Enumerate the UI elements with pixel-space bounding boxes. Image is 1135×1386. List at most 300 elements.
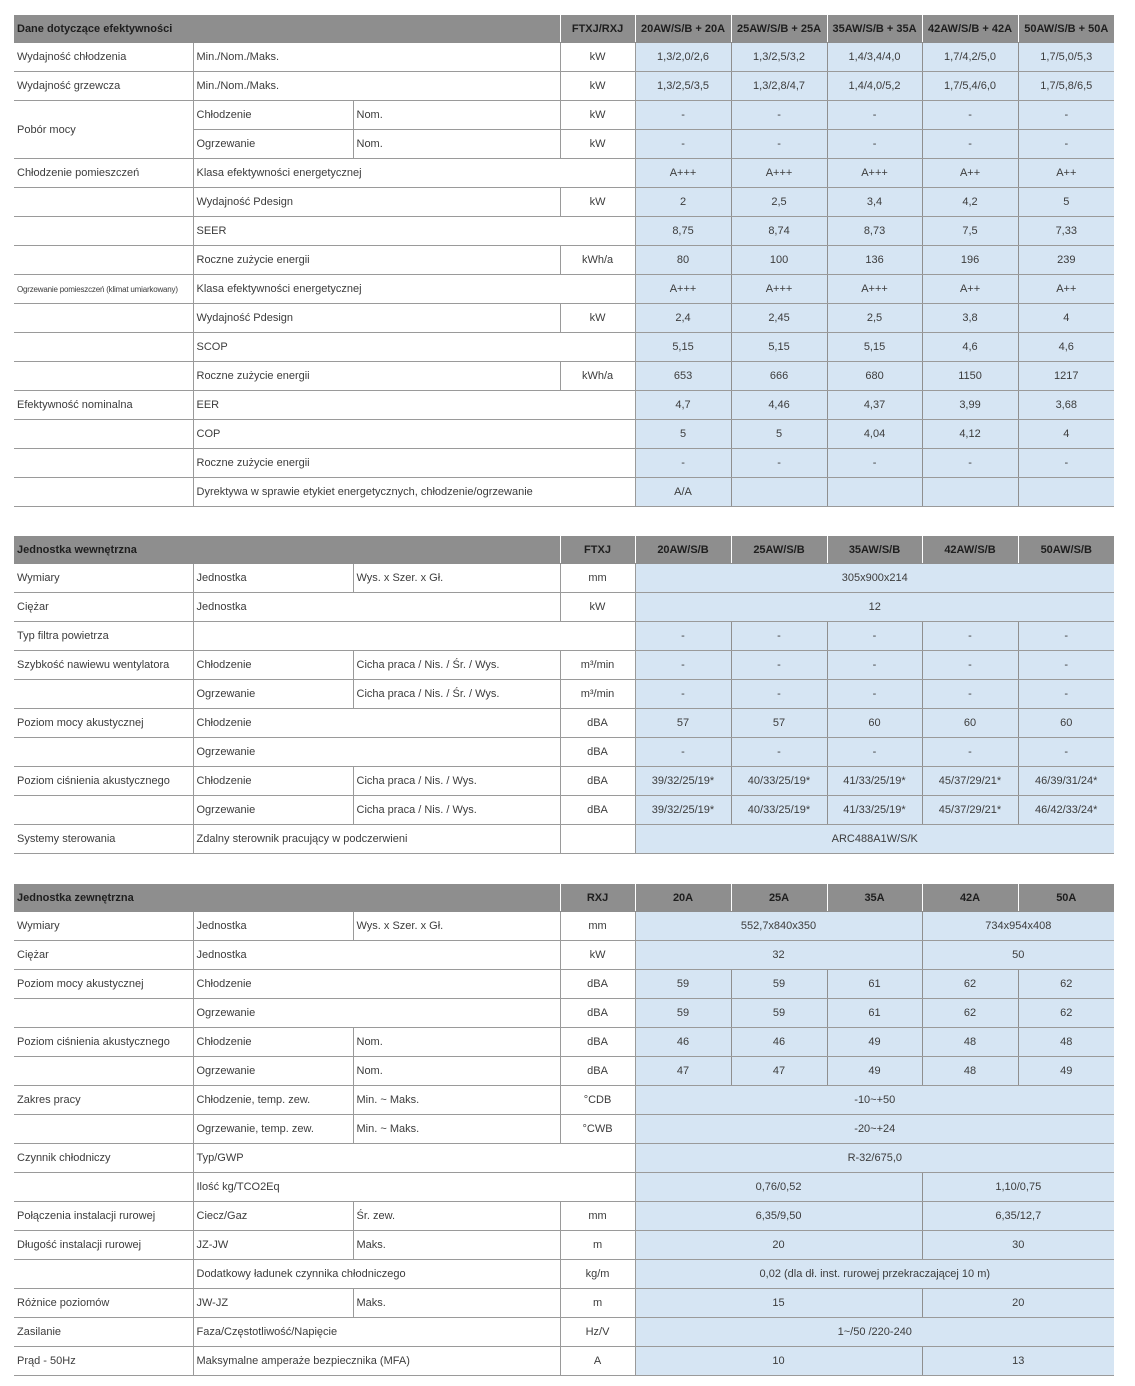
table-row (14, 767, 1114, 796)
table-row (14, 362, 1114, 391)
value-cell: 239 (1018, 246, 1114, 275)
value-cell: - (731, 680, 827, 709)
unit: m (560, 1231, 635, 1260)
value-cell: 3,99 (922, 391, 1018, 420)
value-cell (922, 478, 1018, 507)
unit: dBA (560, 1057, 635, 1086)
row-label (14, 1115, 193, 1144)
value-cell: 6,35/12,7 (922, 1202, 1114, 1231)
value-cell: 20 (922, 1289, 1114, 1318)
unit: mm (560, 1202, 635, 1231)
row-condition: Nom. (353, 1057, 560, 1086)
unit: dBA (560, 709, 635, 738)
value-cell: A++ (1018, 275, 1114, 304)
row-label (14, 1260, 193, 1289)
table-row (14, 1260, 1114, 1289)
value-cell: - (922, 651, 1018, 680)
value-cell: 0,02 (dla dł. inst. rurowej przekraczającej 10 m) (635, 1260, 1114, 1289)
row-sublabel: Roczne zużycie energii (193, 449, 635, 478)
value-cell: -20~+24 (635, 1115, 1114, 1144)
row-label: Ciężar (14, 941, 193, 970)
row-label (14, 999, 193, 1028)
value-cell: 60 (827, 709, 922, 738)
table-row (14, 796, 1114, 825)
value-cell: 41/33/25/19* (827, 796, 922, 825)
value-cell: 1~/50 /220-240 (635, 1318, 1114, 1347)
table-row (14, 304, 1114, 333)
value-cell: - (635, 651, 731, 680)
table-row (14, 43, 1114, 72)
table-row (14, 275, 1114, 304)
value-cell: - (1018, 101, 1114, 130)
model-header: 42AW/S/B + 42A (922, 15, 1018, 43)
value-cell: 4 (1018, 420, 1114, 449)
value-cell: 1,7/5,8/6,5 (1018, 72, 1114, 101)
value-cell: - (922, 449, 1018, 478)
row-label (14, 362, 193, 391)
value-cell: - (827, 130, 922, 159)
row-sublabel: Ogrzewanie (193, 680, 353, 709)
value-cell: 4,04 (827, 420, 922, 449)
value-cell: 1,4/4,0/5,2 (827, 72, 922, 101)
unit: kW (560, 188, 635, 217)
unit: kW (560, 72, 635, 101)
row-sublabel: Chłodzenie (193, 101, 353, 130)
unit: A (560, 1347, 635, 1376)
unit: dBA (560, 796, 635, 825)
table-row (14, 1318, 1114, 1347)
value-cell: - (1018, 622, 1114, 651)
row-sublabel: Roczne zużycie energii (193, 362, 560, 391)
table-row (14, 1144, 1114, 1173)
value-cell: 1,3/2,0/2,6 (635, 43, 731, 72)
table-row (14, 738, 1114, 767)
row-sublabel: Ogrzewanie (193, 130, 353, 159)
row-label: Czynnik chłodniczy (14, 1144, 193, 1173)
value-cell: A+++ (731, 159, 827, 188)
unit: m³/min (560, 651, 635, 680)
model-header: 50A (1018, 884, 1114, 912)
value-cell (1018, 478, 1114, 507)
value-cell: 5 (1018, 188, 1114, 217)
value-cell: - (827, 738, 922, 767)
row-label: Szybkość nawiewu wentylatora (14, 651, 193, 680)
model-header: 50AW/S/B + 50A (1018, 15, 1114, 43)
row-sublabel: Chłodzenie, temp. zew. (193, 1086, 353, 1115)
value-cell: 62 (1018, 970, 1114, 999)
table-row (14, 825, 1114, 854)
row-sublabel: Typ/GWP (193, 1144, 635, 1173)
value-cell: 5,15 (827, 333, 922, 362)
value-cell: A+++ (635, 275, 731, 304)
value-cell: 45/37/29/21* (922, 796, 1018, 825)
model-header: 35A (827, 884, 922, 912)
value-cell: 7,5 (922, 217, 1018, 246)
unit: °CDB (560, 1086, 635, 1115)
unit: m (560, 1289, 635, 1318)
model-header: 50AW/S/B (1018, 536, 1114, 564)
value-cell: A+++ (827, 159, 922, 188)
row-sublabel: Dyrektywa w sprawie etykiet energetycznych, chłodzenie/ogrzewanie (193, 478, 635, 507)
unit: °CWB (560, 1115, 635, 1144)
efficiency-table (14, 15, 1114, 507)
value-cell: 47 (635, 1057, 731, 1086)
row-label: Poziom ciśnienia akustycznego (14, 1028, 193, 1057)
value-cell: 4 (1018, 304, 1114, 333)
value-cell: - (922, 738, 1018, 767)
table-row (14, 1173, 1114, 1202)
value-cell: 46/39/31/24* (1018, 767, 1114, 796)
row-label: Różnice poziomów (14, 1289, 193, 1318)
value-cell: 49 (827, 1028, 922, 1057)
row-label: Poziom ciśnienia akustycznego (14, 767, 193, 796)
value-cell: 1,3/2,5/3,5 (635, 72, 731, 101)
value-cell: 305x900x214 (635, 564, 1114, 593)
row-sublabel: Klasa efektywności energetycznej (193, 275, 635, 304)
value-cell: 60 (1018, 709, 1114, 738)
value-cell: 4,12 (922, 420, 1018, 449)
table-row (14, 1347, 1114, 1376)
value-cell: 1,3/2,8/4,7 (731, 72, 827, 101)
model-header: 25AW/S/B + 25A (731, 15, 827, 43)
value-cell: 0,76/0,52 (635, 1173, 922, 1202)
value-cell: 59 (635, 999, 731, 1028)
row-label (14, 796, 193, 825)
value-cell: 3,4 (827, 188, 922, 217)
table-row (14, 999, 1114, 1028)
model-header: 25AW/S/B (731, 536, 827, 564)
row-label (14, 738, 193, 767)
value-cell: 61 (827, 999, 922, 1028)
value-cell: - (922, 130, 1018, 159)
value-cell: - (731, 651, 827, 680)
unit: kW (560, 43, 635, 72)
row-label: Ciężar (14, 593, 193, 622)
row-sublabel: Chłodzenie (193, 970, 560, 999)
value-cell: 20 (635, 1231, 922, 1260)
row-sublabel: Chłodzenie (193, 1028, 353, 1057)
row-condition: Nom. (353, 1028, 560, 1057)
value-cell: - (922, 680, 1018, 709)
row-sublabel: Chłodzenie (193, 767, 353, 796)
table-row (14, 449, 1114, 478)
value-cell: - (827, 622, 922, 651)
model-header: 20A (635, 884, 731, 912)
value-cell: 4,37 (827, 391, 922, 420)
model-series: FTXJ/RXJ (560, 15, 635, 43)
unit: kW (560, 941, 635, 970)
table-row (14, 1028, 1114, 1057)
value-cell: 41/33/25/19* (827, 767, 922, 796)
value-cell: 49 (1018, 1057, 1114, 1086)
row-label (14, 478, 193, 507)
value-cell: 6,35/9,50 (635, 1202, 922, 1231)
value-cell: A++ (1018, 159, 1114, 188)
value-cell: 8,73 (827, 217, 922, 246)
row-sublabel: Jednostka (193, 593, 560, 622)
value-cell: 1,3/2,5/3,2 (731, 43, 827, 72)
row-condition: Min. ~ Maks. (353, 1115, 560, 1144)
table-row (14, 72, 1114, 101)
model-header: 42A (922, 884, 1018, 912)
table-row (14, 246, 1114, 275)
row-sublabel: Ogrzewanie (193, 738, 560, 767)
row-sublabel: Ogrzewanie, temp. zew. (193, 1115, 353, 1144)
row-condition: Wys. x Szer. x Gł. (353, 912, 560, 941)
row-condition: Min. ~ Maks. (353, 1086, 560, 1115)
value-cell: 48 (922, 1057, 1018, 1086)
table-row (14, 478, 1114, 507)
row-sublabel: Chłodzenie (193, 651, 353, 680)
value-cell: -10~+50 (635, 1086, 1114, 1115)
value-cell: 15 (635, 1289, 922, 1318)
value-cell: - (922, 622, 1018, 651)
unit: kWh/a (560, 246, 635, 275)
value-cell: 4,46 (731, 391, 827, 420)
value-cell (731, 478, 827, 507)
value-cell: 136 (827, 246, 922, 275)
row-label: Prąd - 50Hz (14, 1347, 193, 1376)
value-cell: 39/32/25/19* (635, 767, 731, 796)
value-cell: 1,4/3,4/4,0 (827, 43, 922, 72)
row-condition: Śr. zew. (353, 1202, 560, 1231)
value-cell: 4,6 (922, 333, 1018, 362)
value-cell: 48 (922, 1028, 1018, 1057)
value-cell: - (635, 101, 731, 130)
value-cell: - (827, 680, 922, 709)
value-cell: 30 (922, 1231, 1114, 1260)
value-cell: A/A (635, 478, 731, 507)
model-header: 42AW/S/B (922, 536, 1018, 564)
indoor-unit-table (14, 536, 1114, 854)
value-cell: A+++ (635, 159, 731, 188)
unit: Hz/V (560, 1318, 635, 1347)
row-sublabel: Roczne zużycie energii (193, 246, 560, 275)
value-cell: 100 (731, 246, 827, 275)
unit: kW (560, 304, 635, 333)
row-label: Chłodzenie pomieszczeń (14, 159, 193, 188)
row-sublabel: Jednostka (193, 941, 560, 970)
value-cell: - (1018, 738, 1114, 767)
unit: kW (560, 101, 635, 130)
value-cell: - (827, 449, 922, 478)
row-condition: Nom. (353, 101, 560, 130)
value-cell (827, 478, 922, 507)
value-cell: 32 (635, 941, 922, 970)
model-header: 25A (731, 884, 827, 912)
row-condition: Cicha praca / Nis. / Wys. (353, 767, 560, 796)
value-cell: - (635, 622, 731, 651)
value-cell: 50 (922, 941, 1114, 970)
value-cell: - (922, 101, 1018, 130)
row-sublabel: Ogrzewanie (193, 1057, 353, 1086)
value-cell: - (731, 101, 827, 130)
unit: dBA (560, 738, 635, 767)
value-cell: 2,5 (827, 304, 922, 333)
row-label: Poziom mocy akustycznej (14, 970, 193, 999)
table-row (14, 651, 1114, 680)
table-row (14, 970, 1114, 999)
table-row (14, 101, 1114, 130)
unit: dBA (560, 970, 635, 999)
table-row (14, 188, 1114, 217)
value-cell: - (635, 738, 731, 767)
row-label (14, 188, 193, 217)
value-cell: 653 (635, 362, 731, 391)
row-sublabel: Chłodzenie (193, 709, 560, 738)
row-label: Wymiary (14, 564, 193, 593)
row-label: Efektywność nominalna (14, 391, 193, 420)
value-cell: 3,8 (922, 304, 1018, 333)
value-cell: 4,2 (922, 188, 1018, 217)
value-cell: 1,10/0,75 (922, 1173, 1114, 1202)
value-cell: 59 (635, 970, 731, 999)
value-cell: 62 (1018, 999, 1114, 1028)
row-sublabel: Wydajność Pdesign (193, 304, 560, 333)
value-cell: 4,7 (635, 391, 731, 420)
value-cell: 1,7/5,0/5,3 (1018, 43, 1114, 72)
value-cell: 5 (731, 420, 827, 449)
row-label (14, 449, 193, 478)
row-sublabel (193, 622, 635, 651)
row-sublabel: COP (193, 420, 635, 449)
row-label (14, 680, 193, 709)
value-cell: 12 (635, 593, 1114, 622)
value-cell: 57 (635, 709, 731, 738)
value-cell: - (1018, 680, 1114, 709)
value-cell: 2 (635, 188, 731, 217)
model-header: 35AW/S/B (827, 536, 922, 564)
value-cell: A+++ (827, 275, 922, 304)
row-sublabel: Faza/Częstotliwość/Napięcie (193, 1318, 560, 1347)
value-cell: 4,6 (1018, 333, 1114, 362)
table-title: Jednostka wewnętrzna (14, 536, 560, 564)
row-condition: Maks. (353, 1231, 560, 1260)
value-cell: 46 (635, 1028, 731, 1057)
value-cell: A++ (922, 275, 1018, 304)
model-series: FTXJ (560, 536, 635, 564)
row-label: Wydajność chłodzenia (14, 43, 193, 72)
row-condition: Maks. (353, 1289, 560, 1318)
table-row (14, 333, 1114, 362)
row-label: Wymiary (14, 912, 193, 941)
row-sublabel: Min./Nom./Maks. (193, 72, 560, 101)
value-cell: 10 (635, 1347, 922, 1376)
model-header: 35AW/S/B + 35A (827, 15, 922, 43)
value-cell: 7,33 (1018, 217, 1114, 246)
value-cell: 61 (827, 970, 922, 999)
unit: dBA (560, 767, 635, 796)
row-sublabel: Klasa efektywności energetycznej (193, 159, 635, 188)
value-cell: 3,68 (1018, 391, 1114, 420)
row-sublabel: Dodatkowy ładunek czynnika chłodniczego (193, 1260, 560, 1289)
value-cell: - (731, 449, 827, 478)
value-cell: 2,4 (635, 304, 731, 333)
row-sublabel: SEER (193, 217, 635, 246)
value-cell: 1,7/4,2/5,0 (922, 43, 1018, 72)
row-label (14, 217, 193, 246)
row-label: Wydajność grzewcza (14, 72, 193, 101)
table-header (14, 15, 1114, 43)
value-cell: 46/42/33/24* (1018, 796, 1114, 825)
row-condition: Cicha praca / Nis. / Wys. (353, 796, 560, 825)
table-row (14, 912, 1114, 941)
unit: m³/min (560, 680, 635, 709)
value-cell: 5,15 (635, 333, 731, 362)
value-cell: - (827, 651, 922, 680)
table-row (14, 564, 1114, 593)
value-cell: 13 (922, 1347, 1114, 1376)
row-condition: Cicha praca / Nis. / Śr. / Wys. (353, 651, 560, 680)
row-label: Pobór mocy (14, 101, 193, 159)
table-row (14, 420, 1114, 449)
row-label: Długość instalacji rurowej (14, 1231, 193, 1260)
row-sublabel: Wydajność Pdesign (193, 188, 560, 217)
value-cell: 59 (731, 999, 827, 1028)
table-row (14, 680, 1114, 709)
value-cell: - (1018, 130, 1114, 159)
row-sublabel: Ogrzewanie (193, 796, 353, 825)
value-cell: 5,15 (731, 333, 827, 362)
row-label (14, 246, 193, 275)
value-cell: 5 (635, 420, 731, 449)
value-cell: 734x954x408 (922, 912, 1114, 941)
value-cell: - (731, 738, 827, 767)
row-label (14, 1173, 193, 1202)
value-cell: R-32/675,0 (635, 1144, 1114, 1173)
row-condition: Cicha praca / Nis. / Śr. / Wys. (353, 680, 560, 709)
row-sublabel: EER (193, 391, 635, 420)
row-label: Systemy sterowania (14, 825, 193, 854)
table-row (14, 159, 1114, 188)
value-cell: 666 (731, 362, 827, 391)
value-cell: 552,7x840x350 (635, 912, 922, 941)
unit: kW (560, 130, 635, 159)
value-cell: 196 (922, 246, 1018, 275)
value-cell: 48 (1018, 1028, 1114, 1057)
value-cell: 46 (731, 1028, 827, 1057)
value-cell: 39/32/25/19* (635, 796, 731, 825)
row-label: Ogrzewanie pomieszczeń (klimat umiarkowany) (14, 275, 193, 304)
value-cell: 40/33/25/19* (731, 767, 827, 796)
table-row (14, 1115, 1114, 1144)
value-cell: ARC488A1W/S/K (635, 825, 1114, 854)
row-label (14, 420, 193, 449)
value-cell: 1,7/5,4/6,0 (922, 72, 1018, 101)
unit: dBA (560, 999, 635, 1028)
table-row (14, 1057, 1114, 1086)
row-label: Poziom mocy akustycznej (14, 709, 193, 738)
table-row (14, 1086, 1114, 1115)
value-cell: 1150 (922, 362, 1018, 391)
value-cell: 1217 (1018, 362, 1114, 391)
value-cell: - (1018, 449, 1114, 478)
value-cell: - (635, 130, 731, 159)
row-label (14, 1057, 193, 1086)
value-cell: 49 (827, 1057, 922, 1086)
value-cell: 40/33/25/19* (731, 796, 827, 825)
unit (560, 825, 635, 854)
unit: kWh/a (560, 362, 635, 391)
row-label: Zasilanie (14, 1318, 193, 1347)
value-cell: - (635, 449, 731, 478)
unit: dBA (560, 1028, 635, 1057)
table-title: Jednostka zewnętrzna (14, 884, 560, 912)
value-cell: - (731, 622, 827, 651)
value-cell: 59 (731, 970, 827, 999)
model-header: 20AW/S/B + 20A (635, 15, 731, 43)
row-label: Połączenia instalacji rurowej (14, 1202, 193, 1231)
